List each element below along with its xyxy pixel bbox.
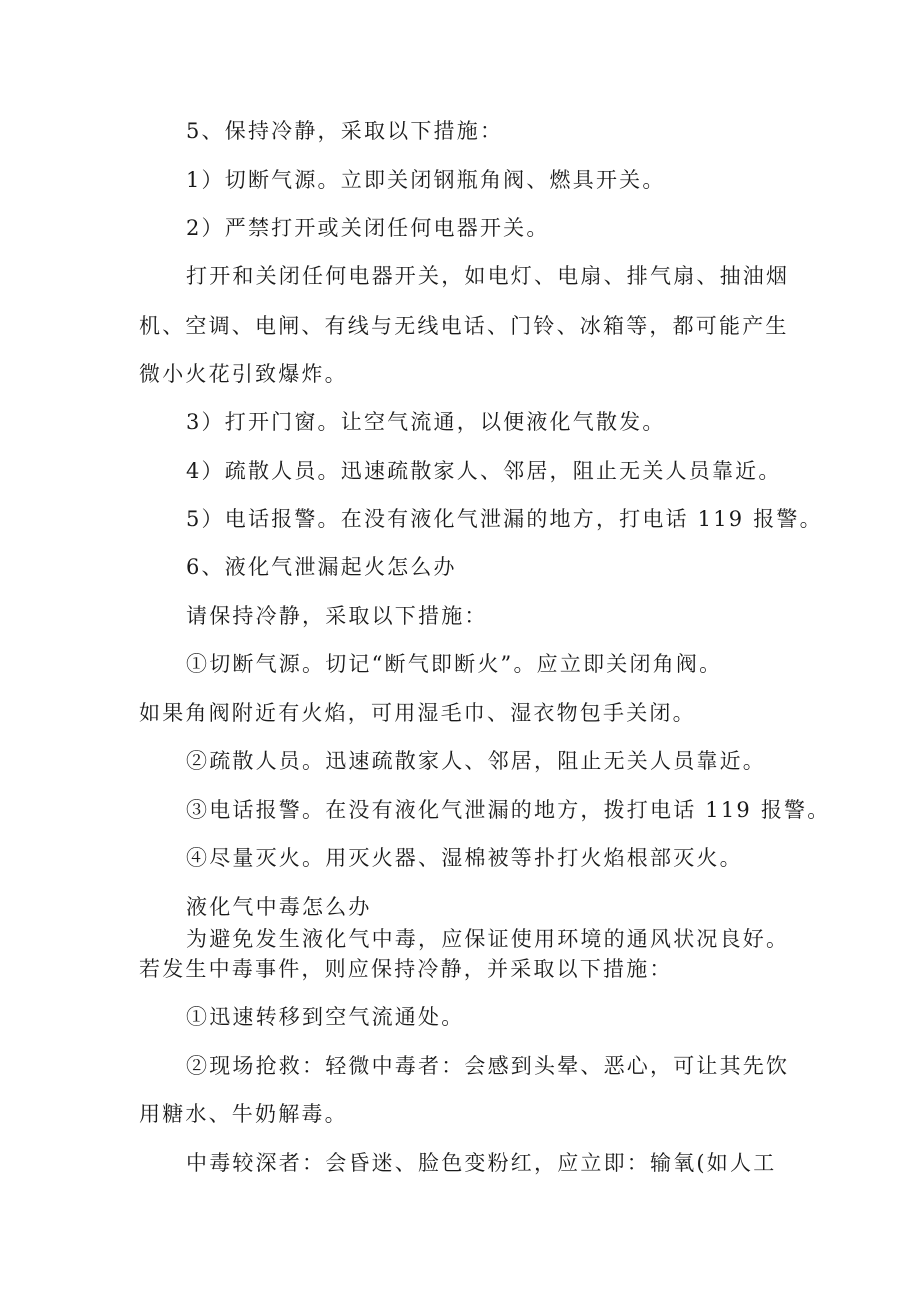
paragraph-line: 打开和关闭任何电器开关，如电灯、电扇、排气扇、抽油烟 (186, 264, 790, 288)
step-3-open-windows: 3）打开门窗。让空气流通，以便液化气散发。 (186, 410, 666, 434)
paragraph-line: 如果角阀附近有火焰，可用湿毛巾、湿衣物包手关闭。 (139, 701, 696, 725)
list-item: ③电话报警。在没有液化气泄漏的地方，拨打电话 119 报警。 (186, 798, 831, 822)
list-item: ①切断气源。切记“断气即断火”。应立即关闭角阀。 (186, 652, 723, 676)
list-item: ④尽量灭火。用灭火器、湿棉被等扑打火焰根部灭火。 (186, 846, 743, 870)
poisoning-heading: 液化气中毒怎么办 (186, 895, 372, 919)
paragraph-line: 若发生中毒事件，则应保持冷静，并采取以下措施： (139, 957, 673, 981)
step-2-no-switches: 2）严禁打开或关闭任何电器开关。 (186, 216, 550, 240)
paragraph-line: 用糖水、牛奶解毒。 (139, 1102, 348, 1126)
paragraph-line: 机、空调、电闸、有线与无线电话、门铃、冰箱等，都可能产生 (139, 314, 789, 338)
paragraph-line: 为避免发生液化气中毒，应保证使用环境的通风状况良好。 (186, 927, 790, 951)
step-1-cut-gas: 1）切断气源。立即关闭钢瓶角阀、燃具开关。 (186, 168, 666, 192)
paragraph-line: 中毒较深者：会昏迷、脸色变粉红，应立即：输氧(如人工 (186, 1151, 777, 1175)
list-item: ②疏散人员。迅速疏散家人、邻居，阻止无关人员靠近。 (186, 749, 766, 773)
list-item: ②现场抢救：轻微中毒者：会感到头晕、恶心，可让其先饮 (186, 1054, 790, 1078)
step-5-call-police: 5）电话报警。在没有液化气泄漏的地方，打电话 119 报警。 (186, 507, 823, 531)
list-item: ①迅速转移到空气流通处。 (186, 1005, 465, 1029)
paragraph-line: 微小火花引致爆炸。 (139, 362, 348, 386)
paragraph-line: 请保持冷静，采取以下措施： (186, 604, 488, 628)
section-6-heading: 6、液化气泄漏起火怎么办 (186, 555, 457, 579)
step-4-evacuate: 4）疏散人员。迅速疏散家人、邻居，阻止无关人员靠近。 (186, 459, 782, 483)
section-5-heading: 5、保持冷静，采取以下措施： (186, 119, 504, 143)
